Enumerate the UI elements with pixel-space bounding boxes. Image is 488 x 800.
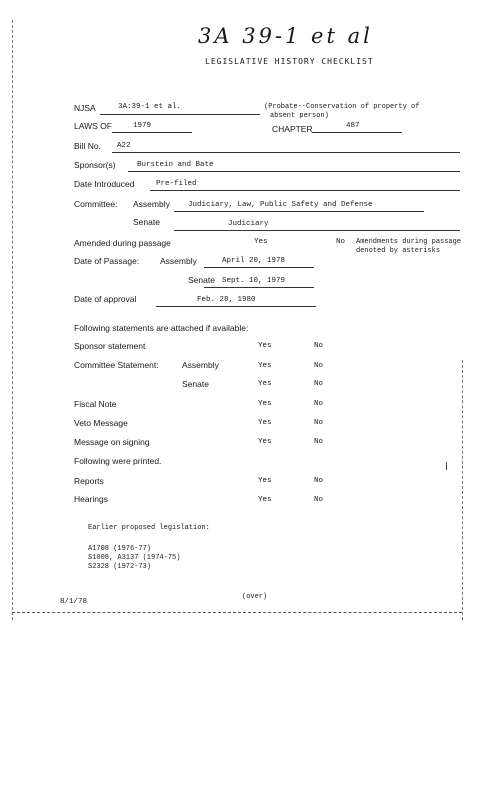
amended-label: Amended during passage (74, 238, 171, 248)
earlier-heading: Earlier proposed legislation: (88, 524, 210, 532)
statement-row-label: Veto Message (74, 418, 128, 428)
handwritten-title: 3A 39-1 et al (198, 24, 373, 48)
bill-underline (112, 152, 460, 153)
tick-mark (446, 462, 447, 470)
left-margin-mark (12, 20, 13, 620)
passage-assembly-label: Assembly (160, 256, 197, 266)
passage-assembly-value: April 20, 1978 (222, 257, 286, 265)
page-title: LEGISLATIVE HISTORY CHECKLIST (205, 57, 374, 66)
statement-row-no: No (314, 419, 324, 427)
statement-row-sub: Senate (182, 379, 209, 389)
statement-row-no: No (314, 342, 324, 350)
statement-row-label: Message on signing (74, 437, 150, 447)
statement-row-no: No (314, 438, 324, 446)
statement-row-yes: Yes (258, 438, 272, 446)
bill-value: A22 (117, 142, 131, 150)
amended-note-line-1: Amendments during passage (356, 238, 462, 246)
passage-assembly-underline (204, 267, 314, 268)
statement-row-label: Sponsor statement (74, 341, 146, 351)
printed-row-yes: Yes (258, 496, 272, 504)
njsa-value: 3A:39-1 et al. (118, 103, 182, 111)
sponsor-label: Sponsor(s) (74, 160, 116, 170)
committee-senate-underline (174, 230, 460, 231)
committee-assembly-underline (174, 211, 424, 212)
approval-underline (156, 306, 316, 307)
njsa-note-line-2: absent person) (270, 112, 329, 120)
passage-label: Date of Passage: (74, 256, 140, 266)
printed-heading: Following were printed. (74, 456, 162, 466)
amended-note-line-2: denoted by asterisks (356, 247, 441, 255)
printed-row-label: Reports (74, 476, 104, 486)
statement-row-label: Fiscal Note (74, 399, 117, 409)
passage-senate-value: Sept. 10, 1979 (222, 277, 286, 285)
date-introduced-value: Pre-filed (156, 180, 197, 188)
printed-row-no: No (314, 496, 324, 504)
date-introduced-underline (150, 190, 460, 191)
committee-assembly-value: Judiciary, Law, Public Safety and Defense (188, 201, 373, 209)
committee-senate-label: Senate (133, 217, 160, 227)
printed-row-yes: Yes (258, 477, 272, 485)
amended-yes: Yes (254, 238, 268, 246)
statement-row-yes: Yes (258, 342, 272, 350)
njsa-label: NJSA (74, 103, 96, 113)
bill-label: Bill No. (74, 141, 101, 151)
laws-value: 1979 (133, 122, 152, 130)
amended-no: No (336, 238, 346, 246)
attached-heading: Following statements are attached if available: (74, 323, 249, 333)
footer-date: 8/1/78 (60, 598, 88, 606)
earlier-item: S1008, A3137 (1974-75) (88, 554, 181, 562)
date-introduced-label: Date Introduced (74, 179, 135, 189)
chapter-value: 487 (346, 122, 360, 130)
chapter-label: CHAPTER (272, 124, 313, 134)
approval-value: Feb. 28, 1980 (197, 296, 256, 304)
statement-row-yes: Yes (258, 380, 272, 388)
chapter-underline (312, 132, 402, 133)
committee-assembly-label: Assembly (133, 199, 170, 209)
committee-senate-value: Judiciary (228, 220, 269, 228)
statement-row-no: No (314, 380, 324, 388)
statement-row-label: Committee Statement: (74, 360, 159, 370)
statement-row-sub: Assembly (182, 360, 219, 370)
njsa-underline (100, 114, 260, 115)
statement-row-no: No (314, 362, 324, 370)
sponsor-value: Burstein and Bate (137, 161, 214, 169)
footer-rule (12, 612, 462, 613)
committee-label: Committee: (74, 199, 118, 209)
passage-senate-label: Senate (188, 275, 215, 285)
sponsor-underline (128, 171, 460, 172)
earlier-item: A1708 (1976-77) (88, 545, 152, 553)
footer-over: (over) (242, 593, 268, 601)
right-margin-mark (462, 360, 463, 620)
laws-underline (112, 132, 192, 133)
statement-row-yes: Yes (258, 362, 272, 370)
statement-row-yes: Yes (258, 419, 272, 427)
laws-label: LAWS OF (74, 121, 112, 131)
approval-label: Date of approval (74, 294, 137, 304)
printed-row-no: No (314, 477, 324, 485)
njsa-note-line-1: (Probate--Conservation of property of (264, 103, 420, 111)
passage-senate-underline (204, 287, 314, 288)
earlier-item: S2328 (1972-73) (88, 563, 152, 571)
printed-row-label: Hearings (74, 494, 109, 504)
statement-row-no: No (314, 400, 324, 408)
statement-row-yes: Yes (258, 400, 272, 408)
